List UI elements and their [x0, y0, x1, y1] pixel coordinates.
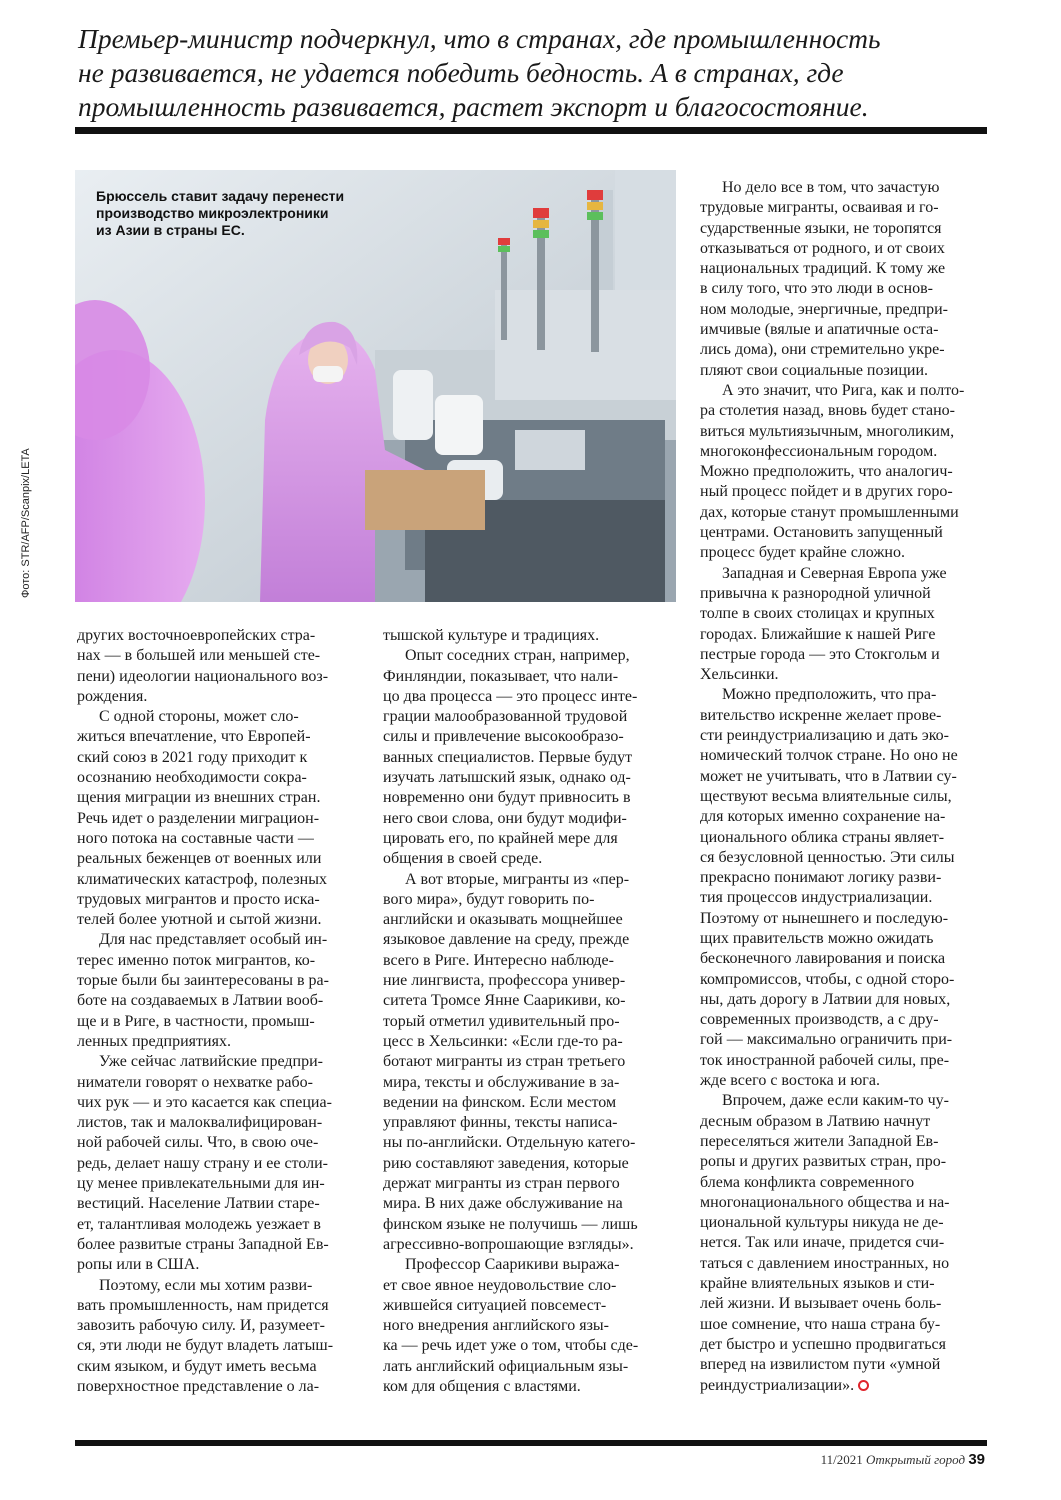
text-line: силы и привлечение высокообразо- [383, 728, 624, 746]
text-line: А это значит, что Рига, как и полто- [722, 381, 965, 399]
pull-quote [78, 22, 990, 124]
text-line: английски и оказывать мощнейшее [383, 911, 623, 929]
text-line: вперед на извилистом пути «умной [700, 1356, 941, 1374]
text-line: ниматели говорят о нехватке рабо- [77, 1073, 313, 1091]
text-line: ропы и других развитых стран, про- [700, 1153, 947, 1171]
photo-caption [96, 188, 396, 239]
text-line: мира, тексты и обслуживание в за- [383, 1073, 620, 1091]
text-line: грации малообразованной трудовой [383, 708, 628, 726]
text-line: завозить рабочую силу. И, разумеет- [77, 1317, 325, 1335]
text-line: шое сомнение, что наша страна бу- [700, 1315, 941, 1333]
text-line: многоконфессиональным городом. [700, 442, 938, 460]
text-line: таться с давлением иностранных, но [700, 1254, 950, 1272]
magazine-name: Открытый город [865, 1452, 966, 1467]
text-line: жившейся ситуацией повсемест- [383, 1296, 607, 1314]
text-line: номический толчок стране. Но оно не [700, 747, 958, 765]
text-line: финском языке не получишь — лишь [383, 1215, 638, 1233]
text-line: Профессор Саарикиви выража- [405, 1256, 620, 1274]
photo-credit: Фото: STR/AFP/Scanpix/LETA [20, 448, 32, 598]
text-line: цо два процесса — это процесс инте- [383, 687, 638, 705]
text-line: ного потока на составные части — [77, 829, 314, 847]
text-line: реиндустриализации». [700, 1376, 988, 1396]
text-line: лись дома), они стремительно укре- [700, 341, 945, 359]
text-line: вестиций. Население Латвии старе- [77, 1195, 320, 1213]
text-line: всего в Риге. Интересно наблюде- [383, 951, 614, 969]
text-line: листов, так и малоквалифицирован- [77, 1114, 323, 1132]
text-line: прекрасно понимают логику разви- [700, 869, 942, 887]
text-line: чих рук — и это касается как специа- [77, 1093, 332, 1111]
text-line: Хельсинки. [700, 666, 779, 684]
text-line: реальных беженцев от военных или [77, 850, 322, 868]
text-line: бесконечного лавирования и поиска [700, 950, 946, 968]
paragraph [383, 1255, 675, 1397]
pull-quote-line: Премьер-министр подчеркнул, что в странах, где промышленность [78, 23, 881, 54]
paragraph [383, 646, 675, 869]
text-line: торый отметил удивительный про- [383, 1012, 620, 1030]
text-line: отказываться от родного, и от своих [700, 239, 945, 257]
text-line: привычна к разнородной уличной [700, 584, 931, 602]
text-line: в силу того, что это люди в основ- [700, 280, 933, 298]
text-line: мира. В них даже обслуживание на [383, 1195, 623, 1213]
text-line: цу менее привлекательными для ин- [77, 1175, 325, 1193]
text-line: ционального облика страны являет- [700, 828, 945, 846]
bottom-rule [75, 1440, 987, 1446]
text-line: ропы или в США. [77, 1256, 200, 1274]
text-line: щения миграции из внешних стран. [77, 789, 321, 807]
text-line: ной рабочей силы. Что, в свою оче- [77, 1134, 319, 1152]
text-line: Поэтому от нынешнего и последую- [700, 909, 949, 927]
text-line: лей жизни. И вызывает очень боль- [700, 1295, 942, 1313]
article-column-3 [700, 178, 988, 1396]
text-line: ком для общения с властями. [383, 1377, 581, 1395]
text-line: толпе в своих столицах и крупных [700, 605, 935, 623]
text-line: сударственные языки, не торопятся [700, 219, 942, 237]
text-line: Впрочем, даже если каким-то чу- [722, 1092, 950, 1110]
text-line: торые были бы заинтересованы в ра- [77, 972, 329, 990]
issue-number: 11/2021 [820, 1452, 863, 1467]
text-line: ны, дать дорогу в Латвии для новых, [700, 990, 951, 1008]
page-footer [821, 1451, 985, 1468]
text-line: поверхностное представление о ла- [77, 1377, 320, 1395]
text-line: редь, делает нашу страну и ее столи- [77, 1154, 328, 1172]
text-line: Опыт соседних стран, например, [405, 647, 630, 665]
text-line: Уже сейчас латвийские предпри- [99, 1053, 324, 1071]
text-line: него свои слова, они будут модифи- [383, 809, 627, 827]
text-line: нется. Так или иначе, придется счи- [700, 1234, 945, 1252]
text-line: вого мира», будут говорить по- [383, 890, 595, 908]
text-line: ществуют весьма влиятельные силы, [700, 787, 952, 805]
page-number: 39 [968, 1451, 985, 1468]
paragraph [77, 707, 369, 930]
text-line: имчивые (вялые и апатичные оста- [700, 321, 939, 339]
text-line: гой — максимально ограничить при- [700, 1031, 953, 1049]
caption-line: производство микроэлектроники [96, 205, 329, 221]
text-line: С одной стороны, может сло- [99, 708, 299, 726]
text-line: терес именно поток мигрантов, ко- [77, 951, 316, 969]
text-line: ся безусловной ценностью. Эти силы [700, 848, 955, 866]
text-line: Поэтому, если мы хотим разви- [99, 1276, 313, 1294]
text-line: ленных предприятиях. [77, 1032, 231, 1050]
paragraph [700, 381, 988, 564]
paragraph [383, 870, 675, 1256]
text-line: Можно предположить, что пра- [722, 686, 937, 704]
text-line: Для нас представляет особый ин- [99, 931, 328, 949]
text-line: ся, эти люди не будут владеть латыш- [77, 1337, 334, 1355]
text-line: пени) идеологии национального воз- [77, 667, 329, 685]
text-line: климатических катастроф, полезных [77, 870, 327, 888]
text-line: трудовые мигранты, осваивая и го- [700, 199, 939, 217]
text-line: изучать латышский язык, однако од- [383, 769, 631, 787]
text-line: ет, талантливая молодежь уезжает в [77, 1215, 321, 1233]
text-line: ны по-английски. Отдельную катего- [383, 1134, 636, 1152]
text-line: более развитые страны Западной Ев- [77, 1235, 329, 1253]
text-line: блема конфликта современного [700, 1173, 915, 1191]
top-rule [75, 127, 987, 134]
text-line: ботают мигранты из стран третьего [383, 1053, 626, 1071]
text-line: ванных специалистов. Первые будут [383, 748, 633, 766]
text-line: переселяться жители Западной Ев- [700, 1132, 939, 1150]
article-column-1 [77, 626, 369, 1397]
text-line: десным образом в Латвию начнут [700, 1112, 931, 1130]
text-line: крайне влиятельных языков и сти- [700, 1275, 935, 1293]
text-line: управляют финны, тексты написа- [383, 1114, 618, 1132]
text-line: пестрые города — это Стокгольм и [700, 645, 940, 663]
text-line: рождения. [77, 687, 148, 705]
text-line: современных производств, а с дру- [700, 1011, 939, 1029]
paragraph [700, 685, 988, 1091]
text-line: городах. Ближайшие к нашей Риге [700, 625, 936, 643]
text-line: национальных традиций. К тому же [700, 260, 946, 278]
text-line: боте на создаваемых в Латвии вооб- [77, 992, 324, 1010]
text-line: тышской культуре и традициях. [383, 627, 600, 644]
paragraph [77, 930, 369, 1052]
text-line: житься впечатление, что Европей- [77, 728, 311, 746]
text-line: для которых именно сохранение на- [700, 808, 946, 826]
text-line: вительство искренне желает прове- [700, 706, 942, 724]
text-line: агрессивно-вопрошающие взгляды». [383, 1235, 634, 1253]
text-line: ский союз в 2021 году приходит к [77, 748, 308, 766]
text-line: компромиссов, чтобы, с одной сторо- [700, 970, 955, 988]
text-line: ние лингвиста, профессора универ- [383, 972, 626, 990]
text-line: вать промышленность, нам придется [77, 1296, 329, 1314]
text-line: телей более уютной и сытой жизни. [77, 911, 322, 929]
text-line: виться мультиязычным, многоликим, [700, 422, 955, 440]
pull-quote-line: промышленность развивается, растет экспорт и благосостояние. [78, 91, 869, 122]
text-line: дет быстро и успешно продвигаться [700, 1335, 946, 1353]
paragraph [77, 1276, 369, 1398]
caption-line: из Азии в страны ЕС. [96, 222, 245, 238]
caption-line: Брюссель ставит задачу перенести [96, 188, 345, 204]
text-line: осознанию необходимости сокра- [77, 769, 307, 787]
text-line: сти реиндустриализацию и дать эко- [700, 727, 949, 745]
text-line: ном молодые, энергичные, предпри- [700, 300, 948, 318]
paragraph [700, 1091, 988, 1395]
text-line: ским языком, и будут иметь весьма [77, 1357, 317, 1375]
text-line: ка — речь идет уже о том, чтобы сде- [383, 1337, 639, 1355]
text-line: цировать его, по крайней мере для [383, 829, 618, 847]
paragraph [77, 1052, 369, 1275]
pull-quote-line: не развивается, не удается победить бедность. А в странах, где [78, 57, 844, 88]
text-line: ситета Тромсе Янне Саарикиви, ко- [383, 992, 626, 1010]
text-line: держат мигранты из стран первого [383, 1175, 620, 1193]
text-line: тия процессов индустриализации. [700, 889, 933, 907]
text-line: других восточноевропейских стра- [77, 627, 316, 644]
text-line: может не учитывать, что в Латвии су- [700, 767, 957, 785]
text-line: жде всего с востока и юга. [700, 1072, 880, 1090]
paragraph [383, 626, 675, 646]
text-line: Западная и Северная Европа уже [722, 564, 947, 582]
text-line: процесс будет крайне сложно. [700, 544, 905, 562]
text-line: ет свое явное неудовольствие сло- [383, 1276, 617, 1294]
text-line: ного внедрения английского язы- [383, 1317, 609, 1335]
text-line: ра столетия назад, вновь будет стано- [700, 402, 956, 420]
text-line: пляют свои социальные позиции. [700, 361, 929, 379]
text-line: дах, которые станут промышленными [700, 503, 959, 521]
text-line: Финляндии, показывает, что нали- [383, 667, 619, 685]
text-line: циональной культуры никуда не де- [700, 1214, 944, 1232]
end-of-article-icon [858, 1380, 869, 1391]
text-line: ток иностранной рабочей силы, пре- [700, 1051, 950, 1069]
paragraph [700, 178, 988, 381]
text-line: цесс в Хельсинки: «Если где-то ра- [383, 1032, 623, 1050]
text-line: А вот вторые, мигранты из «пер- [405, 870, 630, 888]
text-line: многонационального общества и на- [700, 1193, 950, 1211]
text-line: Но дело все в том, что зачастую [722, 179, 940, 196]
text-line: языковое давление на среду, прежде [383, 931, 630, 949]
text-line: нах — в большей или меньшей сте- [77, 647, 321, 665]
text-line: щих правительств можно ожидать [700, 929, 934, 947]
text-line: трудовых мигрантов и просто иска- [77, 890, 320, 908]
text-line: общения в своей среде. [383, 850, 543, 868]
text-line: новременно они будут привносить в [383, 789, 631, 807]
text-line: Можно предположить, что аналогич- [700, 463, 953, 481]
paragraph [700, 564, 988, 686]
text-line: ще и в Риге, в частности, промыш- [77, 1012, 315, 1030]
article-column-2 [383, 626, 675, 1397]
text-line: лать английский официальным язы- [383, 1357, 629, 1375]
text-line: рию составляют заведения, которые [383, 1154, 629, 1172]
text-line: ведении на финском. Если местом [383, 1093, 617, 1111]
text-line: Речь идет о разделении миграцион- [77, 809, 320, 827]
text-line: ный процесс пойдет и в других горо- [700, 483, 953, 501]
text-line: центрами. Остановить запущенный [700, 524, 943, 542]
paragraph [77, 626, 369, 707]
